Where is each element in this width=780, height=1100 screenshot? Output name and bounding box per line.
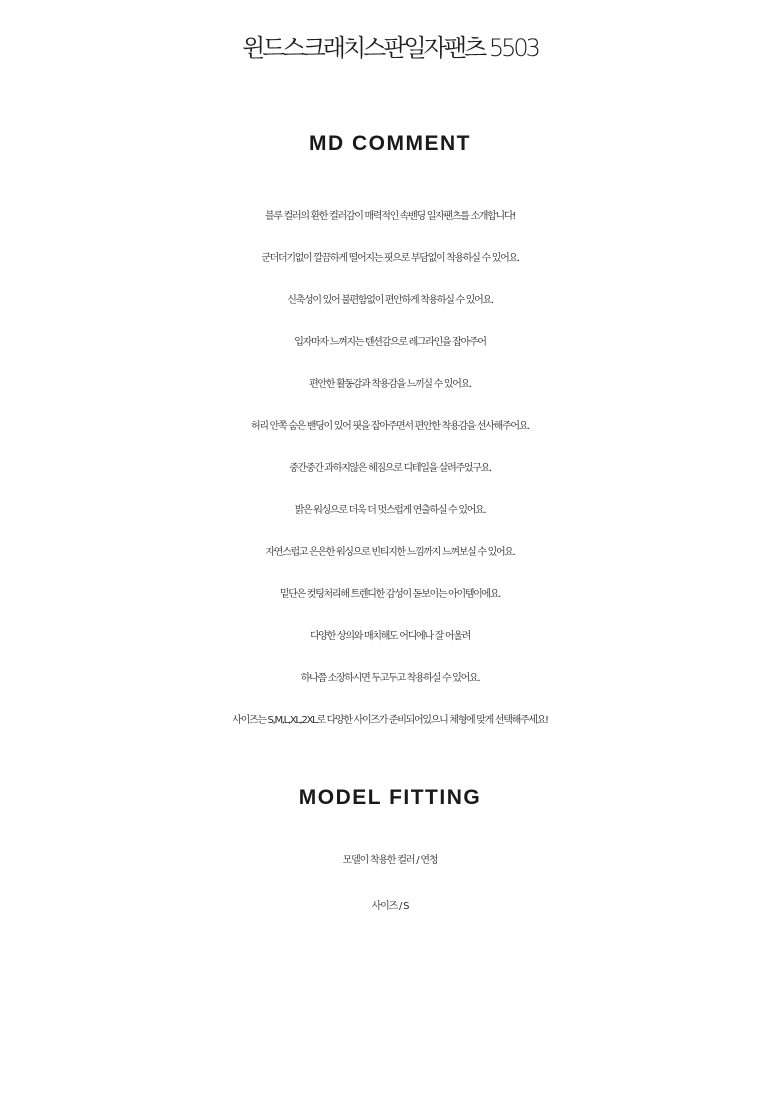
product-title: 윈드스크래치스판일자팬츠 5503 [242, 34, 538, 62]
md-comment-heading: MD COMMENT [309, 132, 471, 155]
md-comment-line: 입자마자 느껴지는 텐션감으로 레그라인을 잡아주어 [294, 337, 486, 348]
model-fitting-heading: MODEL FITTING [298, 786, 482, 809]
md-comment-line: 블루 컬러의 환한 컬러감이 매력적인 속밴딩 일자팬츠를 소개합니다! [265, 211, 515, 222]
model-color-info: 모델이 착용한 컬러 / 연청 [342, 855, 438, 866]
md-comment-line: 밝은 워싱으로 더욱 더 멋스럽게 연출하실 수 있어요. [294, 505, 486, 516]
md-comment-line: 허리 안쪽 숨은 밴딩이 있어 핏을 잡아주면서 편안한 착용감을 선사해주어요. [251, 421, 529, 432]
model-fitting-list [0, 838, 780, 930]
md-comment-line: 다양한 상의와 매치해도 어디에나 잘 어울려 [310, 631, 470, 642]
md-comment-line: 중간중간 과하지않은 헤짐으로 디테일을 살려주었구요. [289, 463, 491, 474]
model-size-info: 사이즈 / S [371, 901, 409, 912]
md-comment-line: 신축성이 있어 불편함없이 편안하게 착용하실 수 있어요. [287, 295, 493, 306]
md-comment-list [0, 196, 780, 742]
md-comment-line: 밑단은 컷팅처리해 트렌디한 감성이 돋보이는 아이템이에요. [279, 589, 501, 600]
md-comment-line: 자연스럽고 은은한 워싱으로 빈티지한 느낌까지 느껴보실 수 있어요. [265, 547, 515, 558]
md-comment-line: 하나쯤 소장하시면 두고두고 착용하실 수 있어요. [300, 673, 480, 684]
md-comment-line: 군더더기없이 깔끔하게 떨어지는 핏으로 부담없이 착용하실 수 있어요. [261, 253, 519, 264]
md-comment-line: 편안한 활동감과 착용감을 느끼실 수 있어요. [309, 379, 471, 390]
md-comment-line: 사이즈는 S,M,L,XL,2XL로 다양한 사이즈가 준비되어있으니 체형에 맞게 선택해주세요! [232, 715, 548, 726]
